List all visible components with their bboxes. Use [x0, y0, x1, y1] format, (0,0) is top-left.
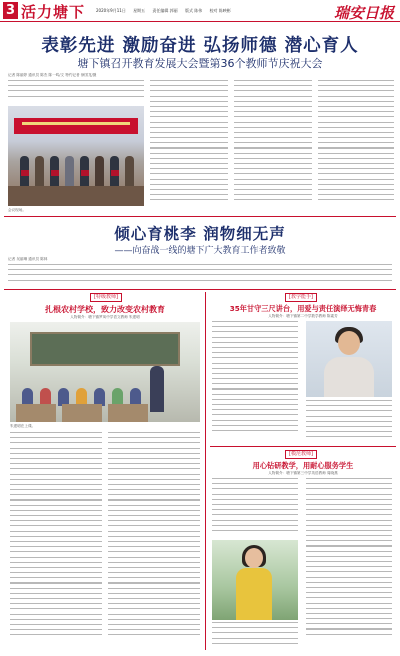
feature-body-column: [10, 432, 102, 646]
masthead-meta: [96, 8, 237, 14]
classroom-photo-caption: 朱建明在上课。: [10, 424, 36, 428]
column-divider: [205, 292, 206, 650]
designer-credit: 版式 陈伟: [184, 8, 203, 13]
story1-lead-paragraph: [8, 80, 144, 104]
feature-tag: [特级教师]: [90, 293, 122, 302]
story1-photo-caption: 会议现场。: [8, 208, 26, 212]
newspaper-logo: 瑞安日报: [333, 4, 394, 22]
feature-headline: 用心钻研教学，用耐心服务学生: [252, 461, 354, 470]
issue-date: 2020年9月11日: [96, 8, 126, 13]
feature-body-column: [212, 478, 298, 538]
story1-byline: 记者 陈丽婷 通讯员 陈杰 陈一鸣/文 特约记者 徐国龙/摄: [8, 73, 97, 77]
story1-body-column: [150, 80, 228, 210]
story1-headline: 表彰先进 激励奋进 弘扬师德 潜心育人: [41, 36, 359, 56]
feature-tag: [教学能手]: [285, 293, 317, 302]
feature-profile-line: 人物简介：塘下镇第三中学英语教师 周晓燕: [268, 471, 338, 475]
feature-body-column: [108, 432, 200, 646]
issue-weekday: 星期五: [133, 8, 146, 13]
feature-headline: 扎根农村学校，致力改变农村教育: [45, 305, 165, 314]
masthead: [0, 0, 400, 22]
feature-divider: [210, 446, 396, 447]
feature-headline: 35年甘守三尺讲台，用爱与责任演绎无悔青春: [229, 304, 377, 313]
feature-profile-line: 人物简介：塘下镇罗凤中学语文教师 朱建明: [70, 315, 140, 319]
story1-subheadline: 塘下镇召开教育发展大会暨第36个教师节庆祝大会: [77, 57, 323, 70]
classroom-photo: [10, 322, 200, 422]
teacher-portrait: [212, 540, 298, 620]
feature-body-column: [212, 622, 298, 650]
story2-subheadline: ——向奋战一线的塘下广大教育工作者致敬: [114, 246, 286, 256]
story1-body-column: [318, 80, 394, 210]
editor-credit: 责任编辑 郭丽: [152, 8, 178, 13]
story2-lead-paragraph: [8, 264, 392, 286]
feature-body-column: [306, 400, 392, 444]
teacher-portrait: [306, 321, 392, 397]
story1-photo: [8, 106, 144, 206]
feature-body-column: [212, 321, 298, 443]
feature-profile-line: 人物简介：塘下镇第二中学数学教师 陈素芳: [268, 314, 338, 318]
feature-body-column: [306, 478, 392, 650]
story1-body-column: [234, 80, 312, 210]
section-name: 活力塘下: [21, 3, 86, 21]
story2-headline: 倾心育桃李 润物细无声: [114, 225, 286, 243]
section-divider: [4, 216, 396, 217]
story2-byline: 记者 吴丽琳 通讯员 陈林: [8, 257, 48, 261]
proofreader-credit: 校对 陈映彬: [209, 8, 231, 13]
section-divider: [4, 289, 396, 290]
feature-tag: [模范教师]: [285, 450, 317, 459]
page-number: 3: [3, 2, 18, 19]
